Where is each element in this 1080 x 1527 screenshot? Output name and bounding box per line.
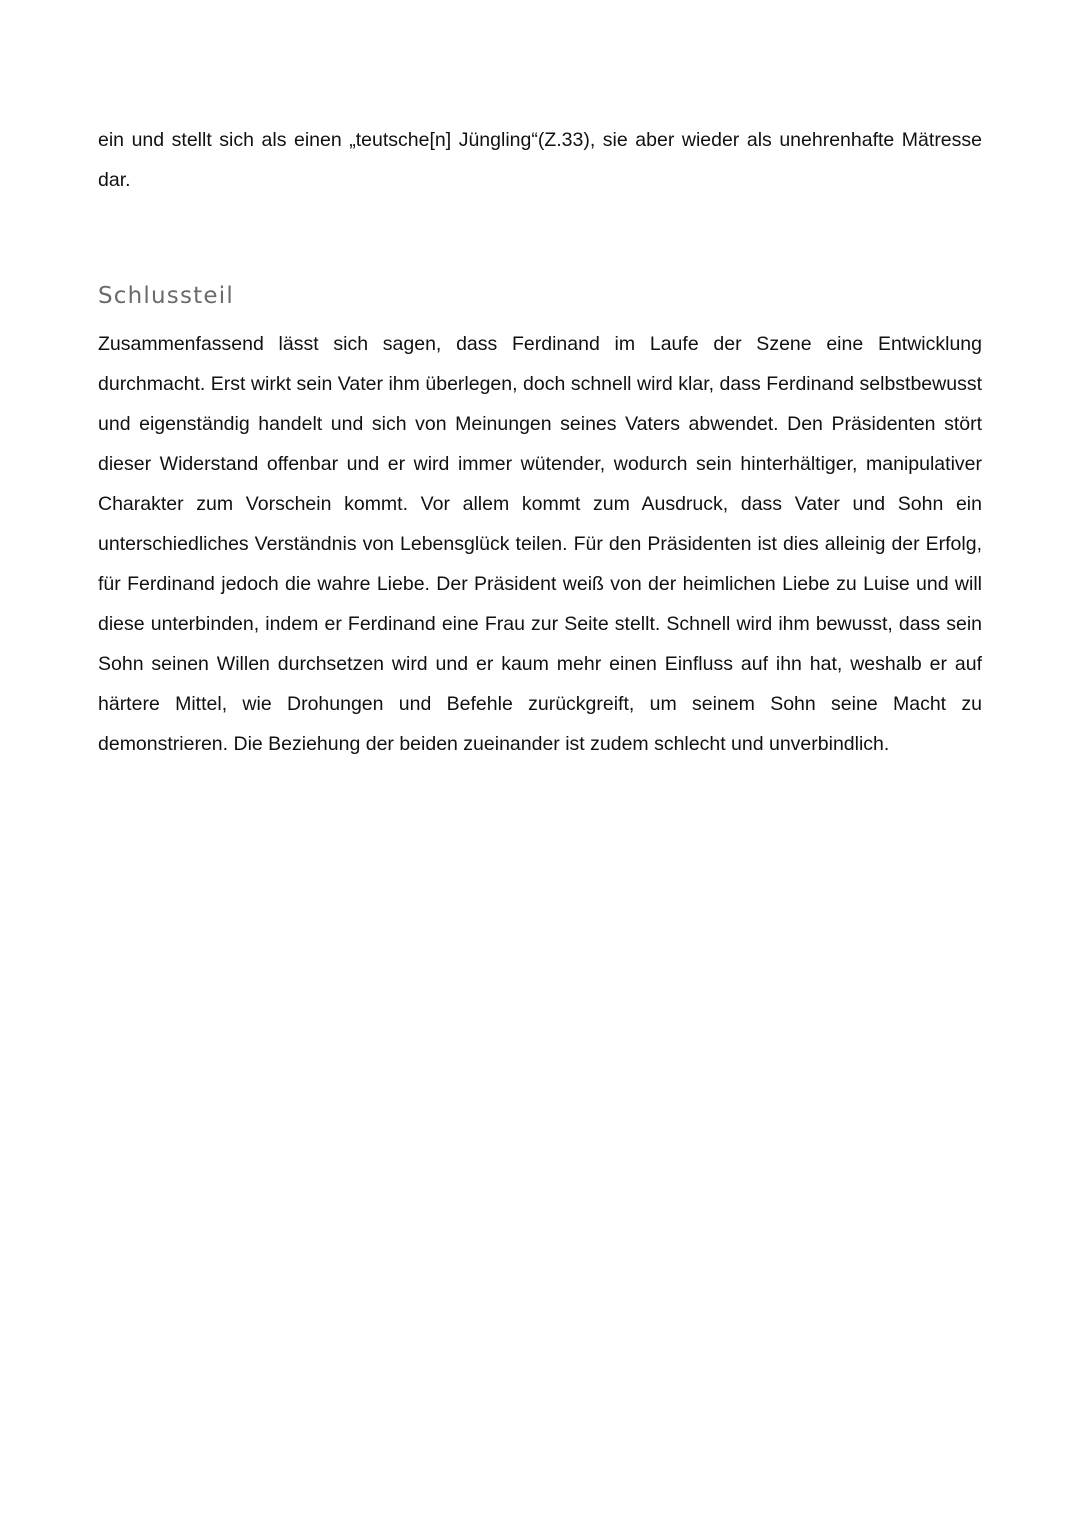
document-page [98, 120, 982, 764]
section-heading: Schlussteil [98, 283, 234, 309]
conclusion-paragraph: Zusammenfassend lässt sich sagen, dass Ferdinand im Laufe der Szene eine Entwicklung durchmacht. Erst wirkt sein Vater ihm überlegen, doch schnell wird klar, dass Ferdinand selbstbewusst und eigenständig handelt und sich von Meinungen seines Vaters abwendet. Den Präsidenten stört dieser Widerstand offenbar und er wird immer wütender, wodurch sein hinterhältiger, manipulativer Charakter zum Vorschein kommt. Vor allem kommt zum Ausdruck, dass Vater und Sohn ein unterschiedliches Verständnis von Lebensglück teilen. Für den Präsidenten ist dies alleinig der Erfolg, für Ferdinand jedoch die wahre Liebe. Der Präsident weiß von der heimlichen Liebe zu Luise und will diese unterbinden, indem er Ferdinand eine Frau zur Seite stellt. Schnell wird ihm bewusst, dass sein Sohn seinen Willen durchsetzen wird und er kaum mehr einen Einfluss auf ihn hat, weshalb er auf härtere Mittel, wie Drohungen und Befehle zurückgreift, um seinem Sohn seine Macht zu demonstrieren. Die Beziehung der beiden zueinander ist zudem schlecht und unverbindlich. [98, 333, 982, 755]
intro-paragraph: ein und stellt sich als einen „teutsche[n] Jüngling“(Z.33), sie aber wieder als unehrenhafte Mätresse dar. [98, 129, 982, 191]
